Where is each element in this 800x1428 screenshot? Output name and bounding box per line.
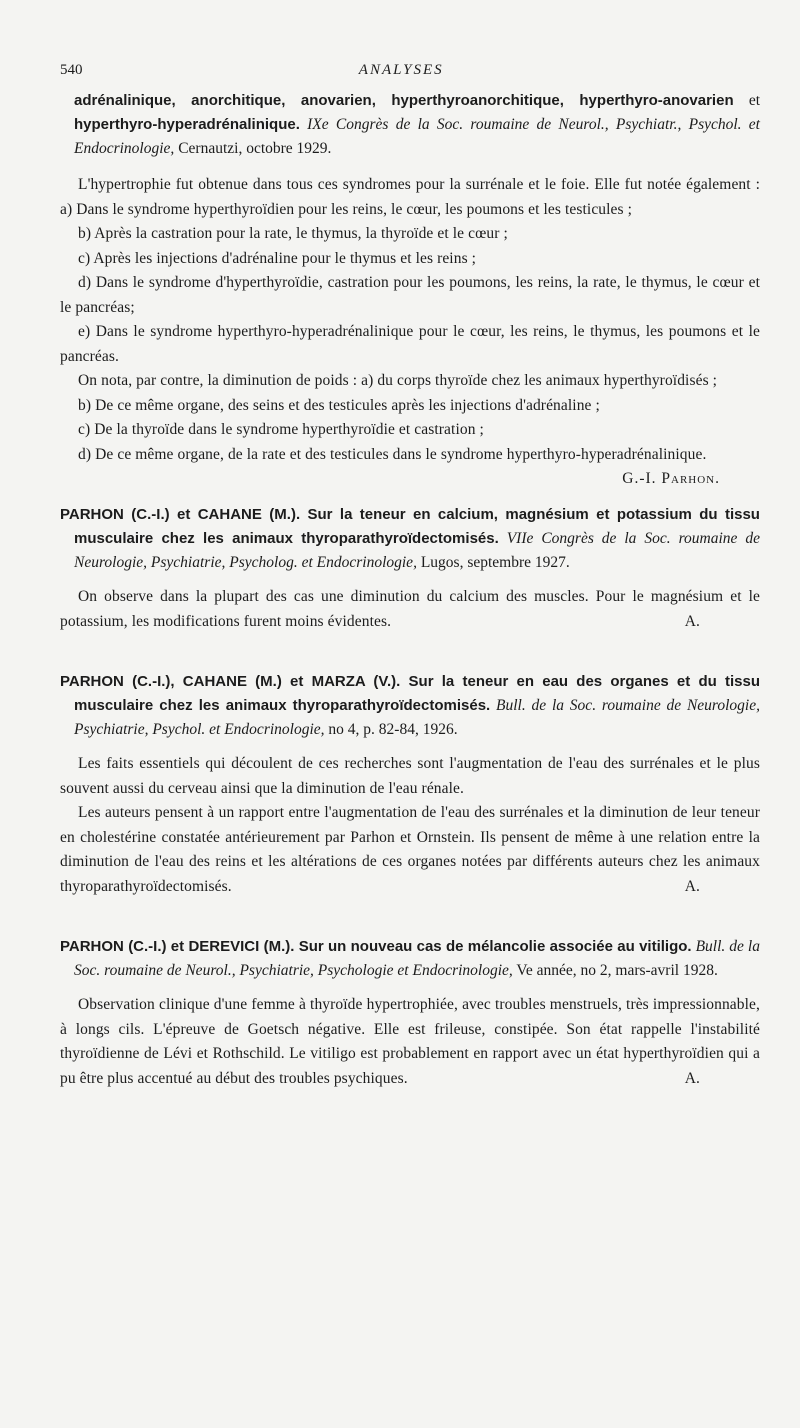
- running-header: [60, 62, 760, 79]
- signature: A.: [684, 877, 700, 895]
- paragraph: On nota, par contre, la diminution de poids : a) du corps thyroïde chez les animaux hyperthyroïdisés ;: [78, 372, 718, 389]
- article: [60, 503, 760, 634]
- article-title: PARHON (C.-I.) et DEREVICI (M.). Sur un nouveau cas de mélancolie associée au vitiligo. Bull. de la Soc. roumaine de Neurol., Psychiatrie, Psychologie et Endocrinologie, Ve année, no 2, mars-avril 1928.: [60, 938, 760, 979]
- paragraph: Observation clinique d'une femme à thyroïde hypertrophiée, avec troubles menstruels, très impressionnable, à longs cils. L'épreuve de Goetsch négative. Elle est frileuse, constipée. Son état rappelle l'instabilité thyroïdienne de Lévi et Rothschild. Le vitiligo est probablement en rapport avec un état hyperthyroïdien qui a pu être plus accentué au début des troubles psychiques. A.: [60, 993, 760, 1091]
- paragraph: b) De ce même organe, des seins et des testicules après les injections d'adrénaline ;: [78, 396, 600, 414]
- page: [60, 62, 760, 1091]
- article-body: [60, 173, 760, 487]
- paragraph: L'hypertrophie fut obtenue dans tous ces syndromes pour la surrénale et le foie. Elle fut notée également : a) Dans le syndrome hyperthyroïdien pour les reins, le cœur, les poumons et les testicules ;: [60, 176, 760, 218]
- running-title: ANALYSES: [358, 62, 444, 78]
- paragraph: e) Dans le syndrome hyperthyro-hyperadrénalinique pour le cœur, les reins, le thymus, les poumons et le pancréas.: [60, 323, 760, 365]
- paragraph: Les auteurs pensent à un rapport entre l'augmentation de l'eau des surrénales et la diminution de leur teneur en cholestérine constatée antérieurement par Parhon et Ornstein. Ils pensent de même à une relation entre la diminution de l'eau des reins et les altérations de ces organes notées par différents auteurs chez les animaux thyroparathyroïdectomisés. A.: [60, 801, 760, 899]
- article-body: [60, 752, 760, 899]
- article-continued: [60, 89, 760, 487]
- article-title: PARHON (C.-I.), CAHANE (M.) et MARZA (V.). Sur la teneur en eau des organes et du tissu musculaire chez les animaux thyroparathyroïdectomisés. Bull. de la Soc. roumaine de Neurologie, Psychiatrie, Psychol. et Endocrinologie, no 4, p. 82-84, 1926.: [60, 673, 760, 738]
- page-number: 540: [60, 62, 83, 78]
- paragraph: b) Après la castration pour la rate, le thymus, la thyroïde et le cœur ;: [78, 225, 508, 242]
- paragraph: c) Après les injections d'adrénaline pour le thymus et les reins ;: [78, 249, 477, 267]
- article: [60, 935, 760, 1091]
- article-body: [60, 585, 760, 634]
- article-authors: PARHON (C.-I.), CAHANE (M.) et MARZA (V.).: [60, 673, 401, 690]
- article-authors: PARHON (C.-I.) et DEREVICI (M.).: [60, 938, 295, 955]
- article: [60, 670, 760, 899]
- article-title: adrénalinique, anorchitique, anovarien, hyperthyroanorchitique, hyperthyro-anovarien et hyperthyro-hyperadrénalinique. IXe Congrès de la Soc. roumaine de Neurol., Psychiatr., Psychol. et Endocrinologie, Cernautzi, octobre 1929.: [74, 92, 760, 157]
- paragraph: d) De ce même organe, de la rate et des testicules dans le syndrome hyperthyro-hyperadrénalinique. G.-I. Parhon.: [60, 443, 760, 468]
- article-title: PARHON (C.-I.) et CAHANE (M.). Sur la teneur en calcium, magnésium et potassium du tissu musculaire chez les animaux thyroparathyroïdectomisés. VIIe Congrès de la Soc. roumaine de Neurologie, Psychiatrie, Psycholog. et Endocrinologie, Lugos, septembre 1927.: [60, 506, 760, 571]
- paragraph: On observe dans la plupart des cas une diminution du calcium des muscles. Pour le magnésium et le potassium, les modifications furent moins évidentes. A.: [60, 585, 760, 634]
- article-body: [60, 993, 760, 1091]
- article-authors: PARHON (C.-I.) et CAHANE (M.).: [60, 506, 301, 523]
- signature: A.: [684, 612, 700, 630]
- paragraph: c) De la thyroïde dans le syndrome hyperthyroïdie et castration ;: [78, 421, 484, 438]
- paragraph: d) Dans le syndrome d'hyperthyroïdie, castration pour les poumons, les reins, la rate, le thymus, le cœur et le pancréas;: [60, 274, 760, 316]
- paragraph: Les faits essentiels qui découlent de ces recherches sont l'augmentation de l'eau des surrénales et le plus souvent aussi du cerveau ainsi que la diminution de l'eau rénale.: [60, 755, 760, 797]
- signature: G.-I. Parhon.: [622, 470, 720, 487]
- signature: A.: [684, 1069, 700, 1087]
